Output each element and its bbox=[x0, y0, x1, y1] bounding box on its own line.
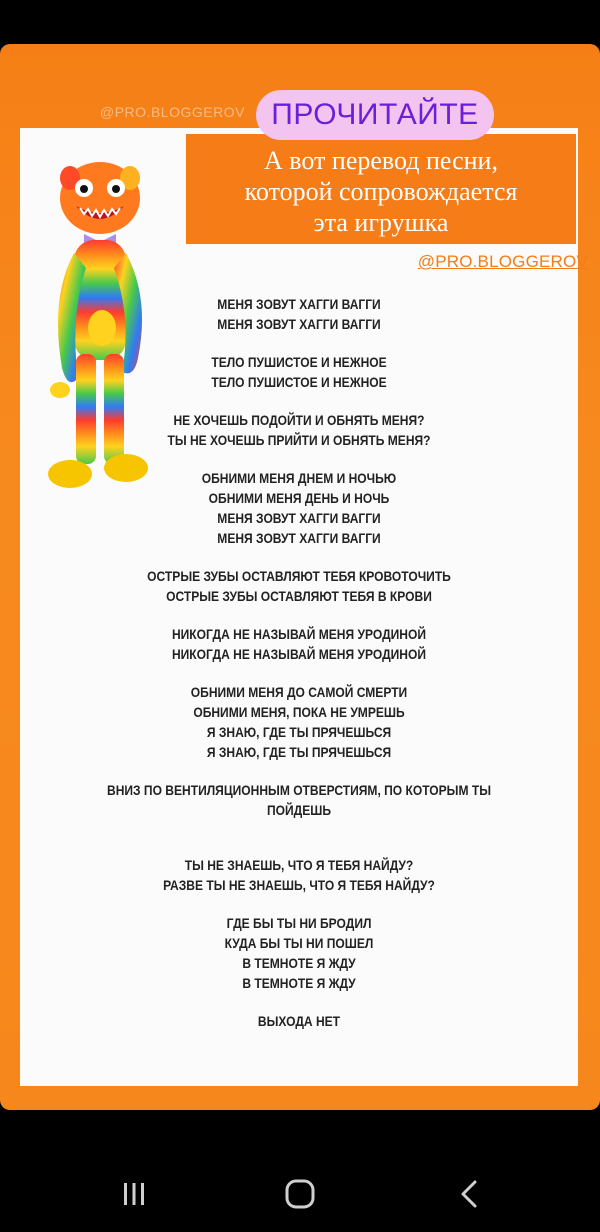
back-icon bbox=[457, 1179, 483, 1209]
lyrics-stanza: ГДЕ БЫ ТЫ НИ БРОДИЛ КУДА БЫ ТЫ НИ ПОШЕЛ В ТЕМНОТЕ Я ЖДУ В ТЕМНОТЕ Я ЖДУ bbox=[224, 915, 374, 991]
lyrics-stanza: ОСТРЫЕ ЗУБЫ ОСТАВЛЯЮТ ТЕБЯ КРОВОТОЧИТЬ ОСТРЫЕ ЗУБЫ ОСТАВЛЯЮТ ТЕБЯ В КРОВИ bbox=[147, 568, 451, 604]
home-button[interactable] bbox=[278, 1174, 322, 1214]
lyrics-stanza: ВЫХОДА НЕТ bbox=[257, 1013, 341, 1029]
faded-watermark: @PRO.BLOGGEROV bbox=[100, 104, 245, 120]
lyrics-stanza: ОБНИМИ МЕНЯ ДНЕМ И НОЧЬЮ ОБНИМИ МЕНЯ ДЕНЬ И НОЧЬ МЕНЯ ЗОВУТ ХАГГИ ВАГГИ МЕНЯ ЗОВУТ ХАГГИ ВАГГИ bbox=[201, 470, 397, 546]
author-handle[interactable]: @PRO.BLOGGEROV bbox=[417, 252, 588, 271]
back-button[interactable] bbox=[448, 1174, 492, 1214]
lyrics-stanza: ТЫ НЕ ЗНАЕШЬ, ЧТО Я ТЕБЯ НАЙДУ? РАЗВЕ ТЫ НЕ ЗНАЕШЬ, ЧТО Я ТЕБЯ НАЙДУ? bbox=[163, 857, 435, 893]
title-banner: А вот перевод песни, которой сопровождается эта игрушка bbox=[186, 134, 576, 244]
lyrics-stanza: НИКОГДА НЕ НАЗЫВАЙ МЕНЯ УРОДИНОЙ НИКОГДА НЕ НАЗЫВАЙ МЕНЯ УРОДИНОЙ bbox=[171, 626, 427, 662]
recent-apps-button[interactable] bbox=[112, 1174, 156, 1214]
story-card[interactable] bbox=[0, 44, 600, 1110]
lyrics-stanza: ОБНИМИ МЕНЯ ДО САМОЙ СМЕРТИ ОБНИМИ МЕНЯ, ПОКА НЕ УМРЕШЬ Я ЗНАЮ, ГДЕ ТЫ ПРЯЧЕШЬСЯ Я ЗНАЮ, ГДЕ ТЫ ПРЯЧЕШЬСЯ bbox=[190, 684, 408, 760]
home-icon bbox=[283, 1177, 317, 1211]
lyrics-stanza: НЕ ХОЧЕШЬ ПОДОЙТИ И ОБНЯТЬ МЕНЯ? ТЫ НЕ ХОЧЕШЬ ПРИЙТИ И ОБНЯТЬ МЕНЯ? bbox=[167, 412, 431, 448]
lyrics-stanza: ТЕЛО ПУШИСТОЕ И НЕЖНОЕ ТЕЛО ПУШИСТОЕ И НЕЖНОЕ bbox=[211, 354, 387, 390]
lyrics-text bbox=[59, 294, 539, 1049]
recent-apps-icon bbox=[119, 1179, 149, 1209]
read-sticker[interactable]: ПРОЧИТАЙТЕ bbox=[256, 90, 494, 140]
system-navigation-bar bbox=[0, 1150, 600, 1232]
lyrics-stanza: ВНИЗ ПО ВЕНТИЛЯЦИОННЫМ ОТВЕРСТИЯМ, ПО КОТОРЫМ ТЫ ПОЙДЕШЬ bbox=[107, 782, 491, 818]
lyrics-stanza: МЕНЯ ЗОВУТ ХАГГИ ВАГГИ МЕНЯ ЗОВУТ ХАГГИ ВАГГИ bbox=[217, 296, 381, 332]
